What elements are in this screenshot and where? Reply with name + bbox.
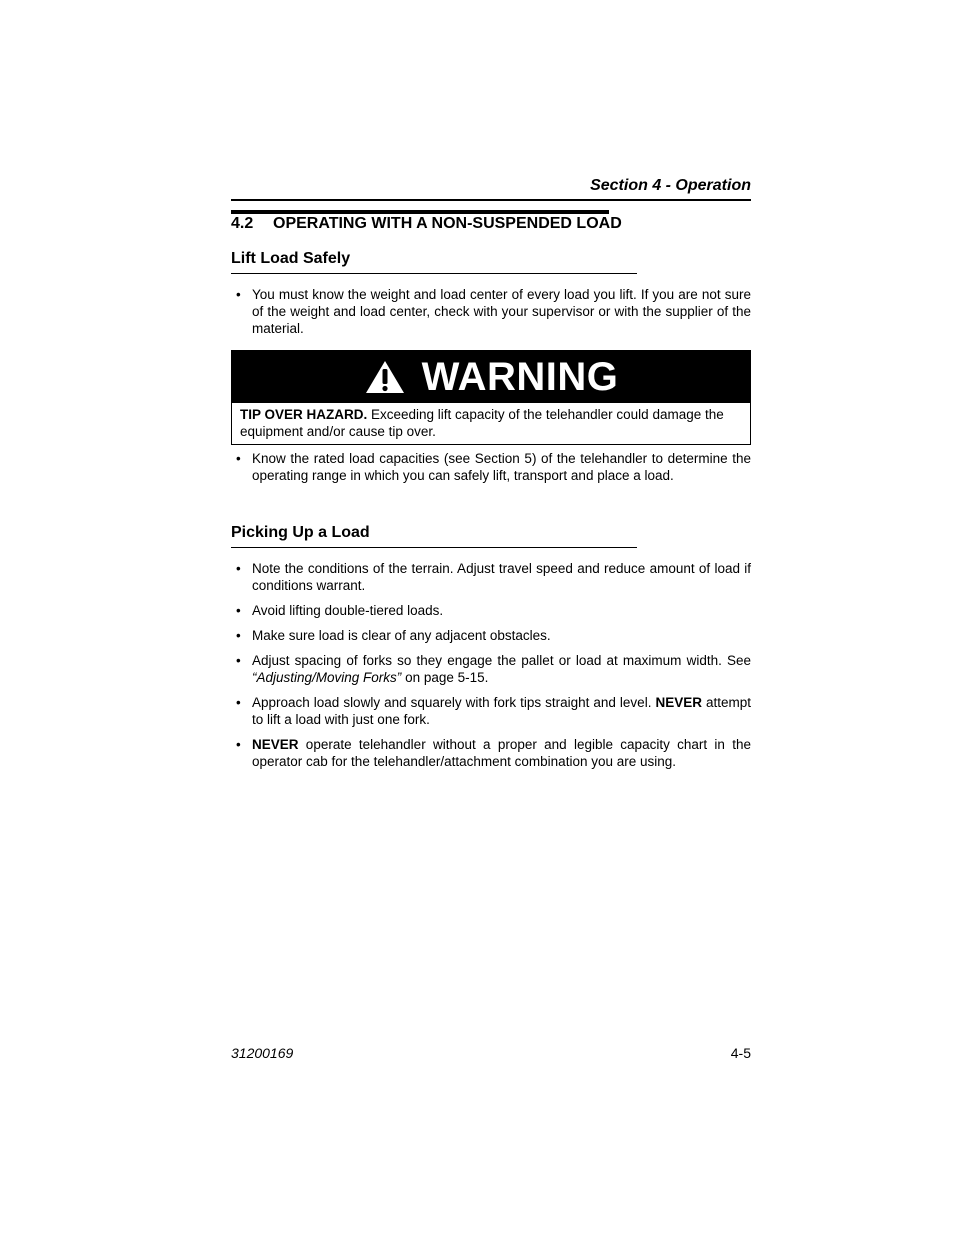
list-item: • NEVER operate telehandler without a proper and legible capacity chart in the operator cab for the telehandler/attachment combination you are using. (236, 737, 751, 769)
subheading-lift-load-safely: Lift Load Safely (231, 250, 637, 274)
document-number: 31200169 (231, 1045, 294, 1061)
warning-triangle-icon (364, 359, 406, 395)
list-item: • Avoid lifting double-tiered loads. (236, 603, 444, 618)
section-title-text: OPERATING WITH A NON-SUSPENDED LOAD (273, 215, 622, 232)
subheading-picking-up-a-load: Picking Up a Load (231, 524, 637, 548)
section-title (231, 215, 622, 233)
list-item: • Adjust spacing of forks so they engage the pallet or load at maximum width. See “Adjusting/Moving Forks” on page 5-15. (236, 653, 751, 685)
list-item: • Know the rated load capacities (see Section 5) of the telehandler to determine the operating range in which you can safely lift, transport and place a load. (236, 451, 751, 483)
list-item: • You must know the weight and load center of every load you lift. If you are not sure of the weight and load center, check with your supervisor or with the supplier of the material. (236, 287, 751, 336)
section-number: 4.2 (231, 215, 254, 232)
picking-list (231, 560, 751, 778)
list-item: • Note the conditions of the terrain. Adjust travel speed and reduce amount of load if conditions warrant. (236, 561, 751, 593)
section-header: Section 4 - Operation (590, 177, 751, 194)
heading-bar (231, 210, 609, 214)
lift-load-list-1 (231, 286, 751, 345)
list-item: • Make sure load is clear of any adjacent obstacles. (236, 628, 551, 643)
warning-text: TIP OVER HAZARD. Exceeding lift capacity of the telehandler could damage the equipment and/or cause tip over. (240, 407, 724, 439)
list-item: • Approach load slowly and squarely with fork tips straight and level. NEVER attempt to lift a load with just one fork. (236, 695, 751, 727)
cross-reference-link[interactable]: “Adjusting/Moving Forks” (252, 670, 402, 685)
warning-title: WARNING (421, 354, 619, 399)
warning-box (231, 350, 751, 445)
hazard-label: TIP OVER HAZARD. (240, 407, 368, 422)
warning-banner (232, 351, 750, 403)
lift-load-list-2 (231, 450, 751, 492)
page-number: 4-5 (730, 1045, 751, 1061)
header-rule (231, 199, 751, 201)
